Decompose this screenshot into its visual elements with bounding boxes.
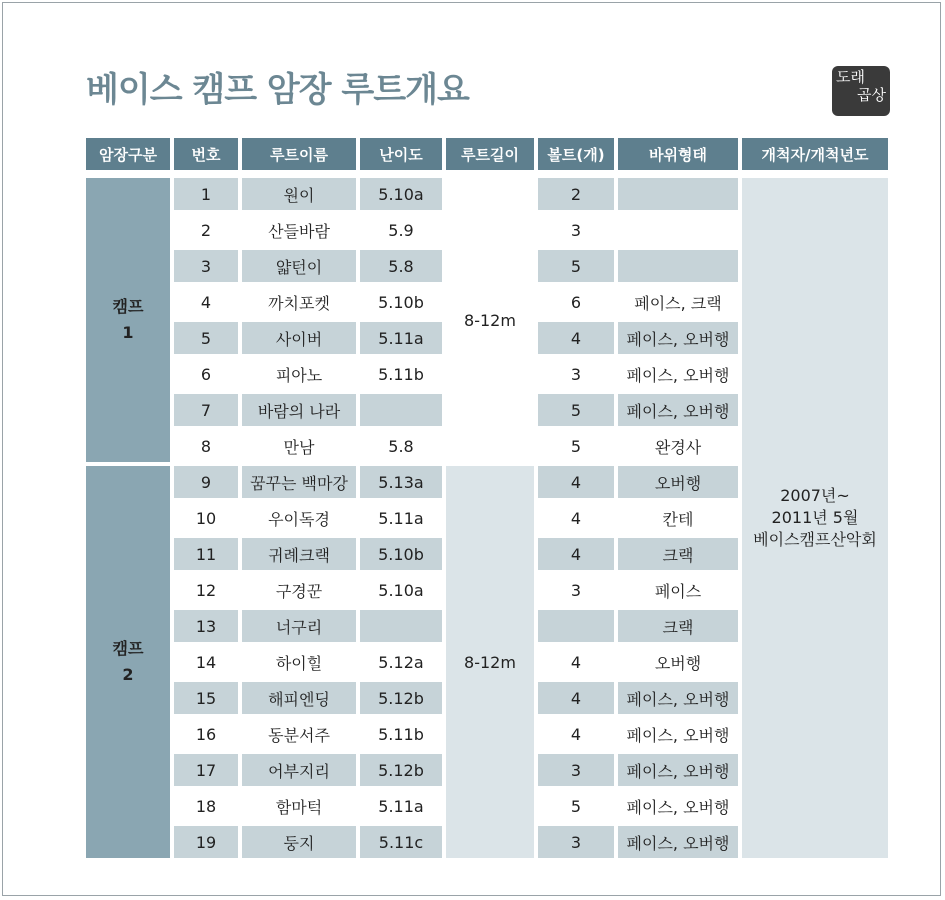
route-number: 6	[172, 356, 240, 392]
route-bolts: 5	[536, 788, 616, 824]
route-rock-type: 페이스, 오버행	[616, 680, 740, 716]
route-rock-type	[616, 176, 740, 212]
table-row	[84, 176, 890, 212]
route-rock-type: 칸테	[616, 500, 740, 536]
route-name: 귀례크랙	[240, 536, 358, 572]
route-grade: 5.11c	[358, 824, 444, 860]
route-grade: 5.11a	[358, 788, 444, 824]
camp-label: 캠프	[112, 639, 144, 658]
header-row	[84, 136, 890, 172]
route-number: 14	[172, 644, 240, 680]
route-number: 15	[172, 680, 240, 716]
route-bolts: 4	[536, 716, 616, 752]
route-name: 둥지	[240, 824, 358, 860]
route-bolts: 3	[536, 824, 616, 860]
route-length: 8-12m	[444, 464, 536, 860]
route-rock-type: 페이스, 오버행	[616, 320, 740, 356]
route-name: 하이힐	[240, 644, 358, 680]
route-bolts: 5	[536, 428, 616, 464]
col-header-bolts: 볼트(개)	[536, 136, 616, 172]
route-length: 8-12m	[444, 176, 536, 464]
route-bolts: 4	[536, 500, 616, 536]
route-grade	[358, 608, 444, 644]
route-bolts: 4	[536, 536, 616, 572]
route-rock-type: 페이스, 오버행	[616, 356, 740, 392]
developer-club: 베이스캠프산악회	[753, 530, 877, 549]
route-number: 4	[172, 284, 240, 320]
camp-number: 2	[122, 665, 134, 684]
route-grade: 5.10b	[358, 536, 444, 572]
route-number: 10	[172, 500, 240, 536]
route-bolts: 6	[536, 284, 616, 320]
camp-label: 캠프	[112, 297, 144, 316]
route-rock-type: 페이스, 오버행	[616, 824, 740, 860]
route-bolts: 4	[536, 320, 616, 356]
logo-line-1: 도래	[836, 68, 865, 86]
route-number: 19	[172, 824, 240, 860]
route-bolts: 5	[536, 392, 616, 428]
route-grade	[358, 392, 444, 428]
route-number: 12	[172, 572, 240, 608]
route-number: 13	[172, 608, 240, 644]
route-rock-type: 페이스, 오버행	[616, 788, 740, 824]
route-grade: 5.10a	[358, 176, 444, 212]
route-name: 동분서주	[240, 716, 358, 752]
route-bolts: 3	[536, 212, 616, 248]
route-number: 18	[172, 788, 240, 824]
route-rock-type: 크랙	[616, 608, 740, 644]
route-name: 산들바람	[240, 212, 358, 248]
camp-number: 1	[122, 323, 134, 342]
route-name: 원이	[240, 176, 358, 212]
route-number: 2	[172, 212, 240, 248]
route-rock-type: 완경사	[616, 428, 740, 464]
col-header-developer: 개척자/개척년도	[740, 136, 890, 172]
route-grade: 5.9	[358, 212, 444, 248]
route-grade: 5.8	[358, 428, 444, 464]
route-name: 우이독경	[240, 500, 358, 536]
camp-1-cell	[84, 176, 172, 464]
route-grade: 5.11b	[358, 716, 444, 752]
route-rock-type: 오버행	[616, 644, 740, 680]
route-number: 8	[172, 428, 240, 464]
route-bolts: 4	[536, 644, 616, 680]
route-grade: 5.13a	[358, 464, 444, 500]
route-name: 만남	[240, 428, 358, 464]
route-number: 3	[172, 248, 240, 284]
route-number: 11	[172, 536, 240, 572]
route-name: 꿈꾸는 백마강	[240, 464, 358, 500]
route-rock-type: 페이스	[616, 572, 740, 608]
camp-2-cell	[84, 464, 172, 860]
developer-cell	[740, 176, 890, 860]
route-grade: 5.10a	[358, 572, 444, 608]
route-rock-type: 페이스, 크랙	[616, 284, 740, 320]
route-rock-type: 크랙	[616, 536, 740, 572]
route-number: 1	[172, 176, 240, 212]
route-bolts: 3	[536, 356, 616, 392]
logo	[832, 66, 890, 116]
route-name: 너구리	[240, 608, 358, 644]
route-rock-type: 페이스, 오버행	[616, 392, 740, 428]
route-number: 16	[172, 716, 240, 752]
route-bolts: 4	[536, 464, 616, 500]
route-rock-type	[616, 212, 740, 248]
developer-years-start: 2007년~	[780, 486, 850, 505]
col-header-area: 암장구분	[84, 136, 172, 172]
col-header-rock-type: 바위형태	[616, 136, 740, 172]
route-name: 구경꾼	[240, 572, 358, 608]
route-number: 9	[172, 464, 240, 500]
route-table-body	[84, 176, 890, 860]
route-rock-type: 오버행	[616, 464, 740, 500]
route-bolts: 3	[536, 572, 616, 608]
route-number: 7	[172, 392, 240, 428]
route-grade: 5.11a	[358, 500, 444, 536]
route-rock-type: 페이스, 오버행	[616, 716, 740, 752]
col-header-route-name: 루트이름	[240, 136, 358, 172]
route-grade: 5.12a	[358, 644, 444, 680]
route-grade: 5.8	[358, 248, 444, 284]
route-number: 5	[172, 320, 240, 356]
col-header-length: 루트길이	[444, 136, 536, 172]
route-grade: 5.11b	[358, 356, 444, 392]
route-rock-type: 페이스, 오버행	[616, 752, 740, 788]
route-bolts	[536, 608, 616, 644]
route-name: 피아노	[240, 356, 358, 392]
logo-line-2: 곱상	[857, 86, 886, 104]
route-bolts: 2	[536, 176, 616, 212]
route-bolts: 4	[536, 680, 616, 716]
col-header-number: 번호	[172, 136, 240, 172]
route-rock-type	[616, 248, 740, 284]
page-title: 베이스 캠프 암장 루트개요	[86, 70, 469, 110]
route-name: 해피엔딩	[240, 680, 358, 716]
route-grade: 5.10b	[358, 284, 444, 320]
route-table	[84, 136, 890, 860]
developer-years-end: 2011년 5월	[771, 508, 859, 527]
route-name: 함마턱	[240, 788, 358, 824]
route-name: 바람의 나라	[240, 392, 358, 428]
route-name: 어부지리	[240, 752, 358, 788]
route-grade: 5.12b	[358, 752, 444, 788]
route-name: 사이버	[240, 320, 358, 356]
route-bolts: 3	[536, 752, 616, 788]
route-grade: 5.11a	[358, 320, 444, 356]
route-bolts: 5	[536, 248, 616, 284]
route-name: 얇턴이	[240, 248, 358, 284]
route-name: 까치포켓	[240, 284, 358, 320]
route-number: 17	[172, 752, 240, 788]
route-grade: 5.12b	[358, 680, 444, 716]
col-header-grade: 난이도	[358, 136, 444, 172]
